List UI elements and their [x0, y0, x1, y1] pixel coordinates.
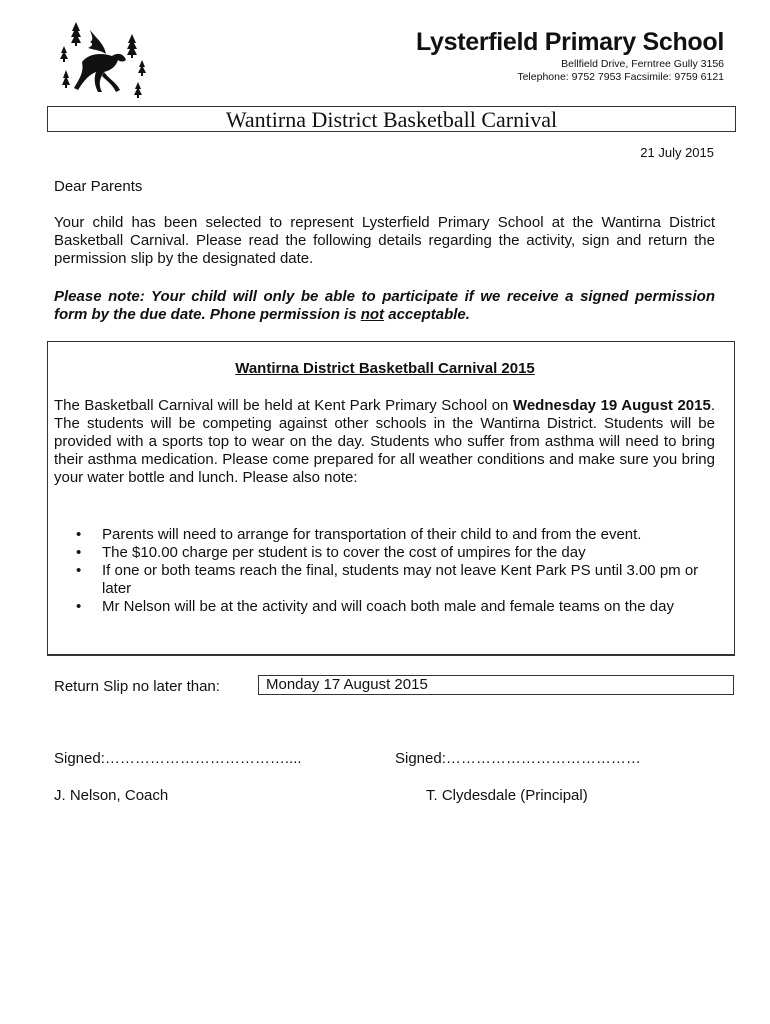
note-paragraph: Please note: Your child will only be able to participate if we receive a signed permission form by the due date. Phone permission is not acceptable.: [54, 288, 715, 323]
info-bullet-list: [70, 526, 730, 616]
intro-paragraph: Your child has been selected to represent Lysterfield Primary School at the Wantirna District Basketball Carnival. Please read the following details regarding the activity, sign and return the permission slip by the designated date.: [54, 214, 715, 267]
school-phone: Telephone: 9752 7953 Facsimile: 9759 6121: [517, 71, 724, 83]
letter-title: Wantirna District Basketball Carnival: [47, 106, 736, 132]
note-underlined: not: [360, 306, 385, 323]
return-slip-label: Return Slip no later than:: [54, 678, 220, 695]
greeting: Dear Parents: [54, 178, 143, 195]
coach-signature-line: Signed:………………………………....: [54, 750, 302, 767]
event-date: Wednesday 19 August 2015: [512, 397, 711, 414]
principal-name: T. Clydesdale (Principal): [426, 787, 588, 804]
list-item: • The $10.00 charge per student is to cover the cost of umpires for the day: [70, 544, 730, 562]
list-item: • Mr Nelson will be at the activity and will coach both male and female teams on the day: [70, 598, 730, 616]
principal-signature-line: Signed:…………………………………: [395, 750, 641, 767]
school-name: Lysterfield Primary School: [415, 28, 724, 56]
info-paragraph: The Basketball Carnival will be held at Kent Park Primary School on Wednesday 19 August 2015. The students will be competing against other schools in the Wantirna District. Students will be provided with a sports top to wear on the day. Students who suffer from asthma will need to bring their asthma medication. Please come prepared for all weather conditions and make sure you bring your water bottle and lunch. Please also note:: [54, 397, 715, 486]
coach-name: J. Nelson, Coach: [54, 787, 169, 804]
info-title: Wantirna District Basketball Carnival 2015: [235, 360, 535, 377]
school-address: Bellfield Drive, Ferntree Gully 3156: [561, 58, 724, 70]
list-item: • If one or both teams reach the final, students may not leave Kent Park PS until 3.00 pm or later: [70, 562, 730, 598]
letter-date: 21 July 2015: [640, 145, 714, 160]
school-logo-icon: [54, 20, 154, 105]
return-slip-date-field[interactable]: Monday 17 August 2015: [258, 675, 734, 695]
list-item: • Parents will need to arrange for transportation of their child to and from the event.: [70, 526, 730, 544]
